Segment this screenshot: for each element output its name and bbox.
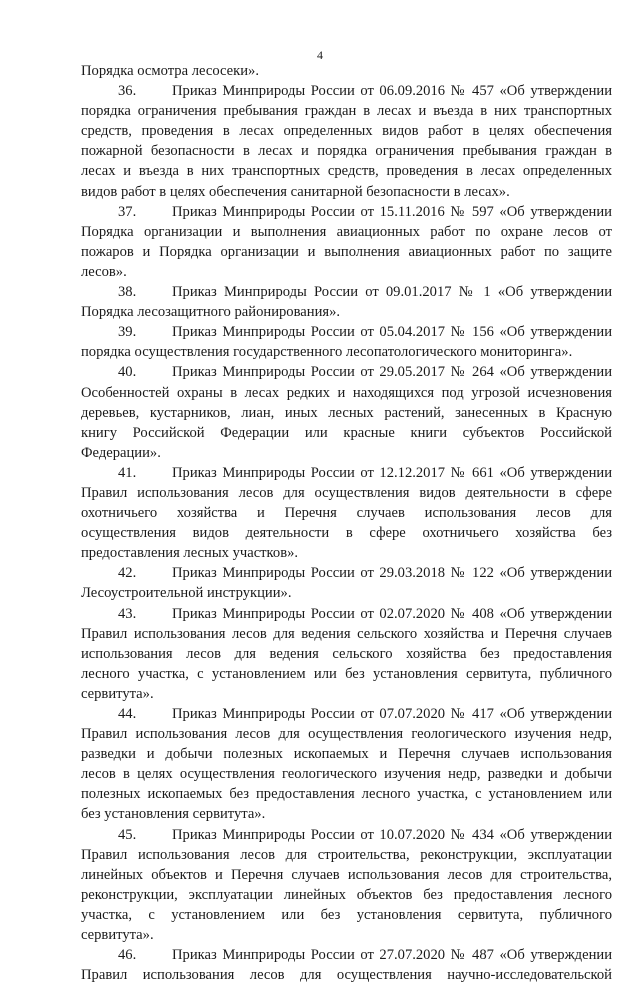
item-text: Приказ Минприроды России от 09.01.2017 № 1 «Об утверждении [172,284,612,301]
text-line: порядка осуществления государственного лесопатологического мониторинга». [81,344,573,361]
list-item [81,604,612,704]
text-line [81,604,612,624]
list-item [81,704,612,825]
text-line: без установления сервитута». [81,806,266,823]
item-text: Приказ Минприроды России от 07.07.2020 № 417 «Об утверждении [172,706,612,722]
list-item [81,945,612,985]
item-number: 39. [118,324,137,341]
text-line: охотничьего хозяйства и Перечня случаев использования лесов для [81,505,612,522]
page-number: 4 [317,48,323,62]
item-number: 44. [118,706,137,722]
text-line: Правил использования лесов для строительства, реконструкции, эксплуатации [81,846,612,863]
item-text: Приказ Минприроды России от 29.03.2018 № 122 «Об утверждении [172,565,612,582]
text-line: Правил использования лесов для осуществления видов деятельности в сфере [81,484,612,501]
text-line [81,282,612,302]
list-item [81,61,612,81]
text-line: лесов». [81,263,127,280]
text-line: пожаров и Порядка организации и выполнения авиационных работ по защите [81,243,612,260]
item-number: 37. [118,203,137,220]
list-item [81,322,612,362]
text-line [81,202,612,222]
item-number: 45. [118,826,137,843]
text-line [81,81,612,101]
item-text: Приказ Минприроды России от 29.05.2017 № 264 «Об утверждении [172,364,612,381]
list-item [81,282,612,322]
text-line: лесов в целях осуществления геологического изучения недр, разведки и добычи [81,766,612,783]
text-line [81,704,612,724]
item-number: 43. [118,605,137,622]
text-line: осуществления видов деятельности в сфере охотничьего хозяйства без [81,525,612,542]
text-line [81,563,612,583]
item-text: Приказ Минприроды России от 15.11.2016 № 597 «Об утверждении [172,203,612,220]
text-line: видов работ в целях обеспечения санитарной безопасности в лесах». [81,183,510,200]
document-body [81,61,612,985]
item-text: Приказ Минприроды России от 12.12.2017 № 661 «Об утверждении [172,464,612,481]
text-line: лесах и въезда в них транспортных средств, проведения в лесах определенных [81,163,612,180]
text-line: Лесоустроительной инструкции». [81,585,292,602]
text-line: использования лесов для ведения сельского хозяйства без предоставления [81,645,612,662]
item-number: 36. [118,83,137,100]
text-line: Правил использования лесов для осуществления геологического изучения недр, [81,726,612,743]
text-line: Порядка осмотра лесосеки». [81,63,259,79]
text-line: полезных ископаемых без предоставления лесного участка, с установлением или [81,786,612,803]
text-line: Федерации». [81,444,161,461]
text-line [81,825,612,845]
text-line [81,463,612,483]
text-line: предоставления лесных участков». [81,545,299,562]
text-line: линейных объектов и Перечня случаев использования лесов для строительства, [81,866,612,883]
text-line: Порядка лесозащитного районирования». [81,304,341,321]
text-line: реконструкции, эксплуатации линейных объектов без предоставления лесного [81,886,612,903]
text-line [81,362,612,382]
text-line: лесного участка, с установлением или без установления сервитута, публичного [81,665,612,682]
item-number: 46. [118,947,137,964]
text-line: деревьев, кустарников, лиан, иных лесных растений, занесенных в Красную [81,404,612,421]
text-line: сервитута». [81,927,154,944]
text-line: порядка ограничения пребывания граждан в лесах и въезда в них транспортных [81,103,612,120]
list-item [81,81,612,202]
item-number: 40. [118,364,137,381]
text-line: разведки и добычи полезных ископаемых и Перечня случаев использования [81,746,612,763]
list-item [81,563,612,603]
text-line: Порядка организации и выполнения авиационных работ по охране лесов от [81,223,612,240]
list-item [81,202,612,282]
list-item [81,463,612,563]
text-line: Правил использования лесов для осуществления научно-исследовательской [81,967,612,984]
text-line [81,945,612,965]
text-line: средств, проведения в лесах определенных видов работ в целях обеспечения [81,123,612,140]
text-line: сервитута». [81,685,154,702]
item-number: 38. [118,284,137,301]
text-line: участка, с установлением или без установления сервитута, публичного [81,906,612,923]
list-item [81,362,612,462]
item-text: Приказ Минприроды России от 02.07.2020 № 408 «Об утверждении [172,605,612,622]
item-number: 42. [118,565,137,582]
text-line: Правил использования лесов для ведения сельского хозяйства и Перечня случаев [81,625,612,642]
text-line [81,322,612,342]
item-number: 41. [118,464,137,481]
text-line: Особенностей охраны в лесах редких и находящихся под угрозой исчезновения [81,384,612,401]
item-text: Приказ Минприроды России от 10.07.2020 № 434 «Об утверждении [172,826,612,843]
text-line: книгу Российской Федерации или красные книги субъектов Российской [81,424,612,441]
text-line: пожарной безопасности в лесах и порядка ограничения пребывания граждан в [81,143,612,160]
item-text: Приказ Минприроды России от 27.07.2020 № 487 «Об утверждении [172,947,612,964]
item-text: Приказ Минприроды России от 05.04.2017 № 156 «Об утверждении [172,324,612,341]
list-item [81,825,612,946]
item-text: Приказ Минприроды России от 06.09.2016 № 457 «Об утверждении [172,83,612,100]
